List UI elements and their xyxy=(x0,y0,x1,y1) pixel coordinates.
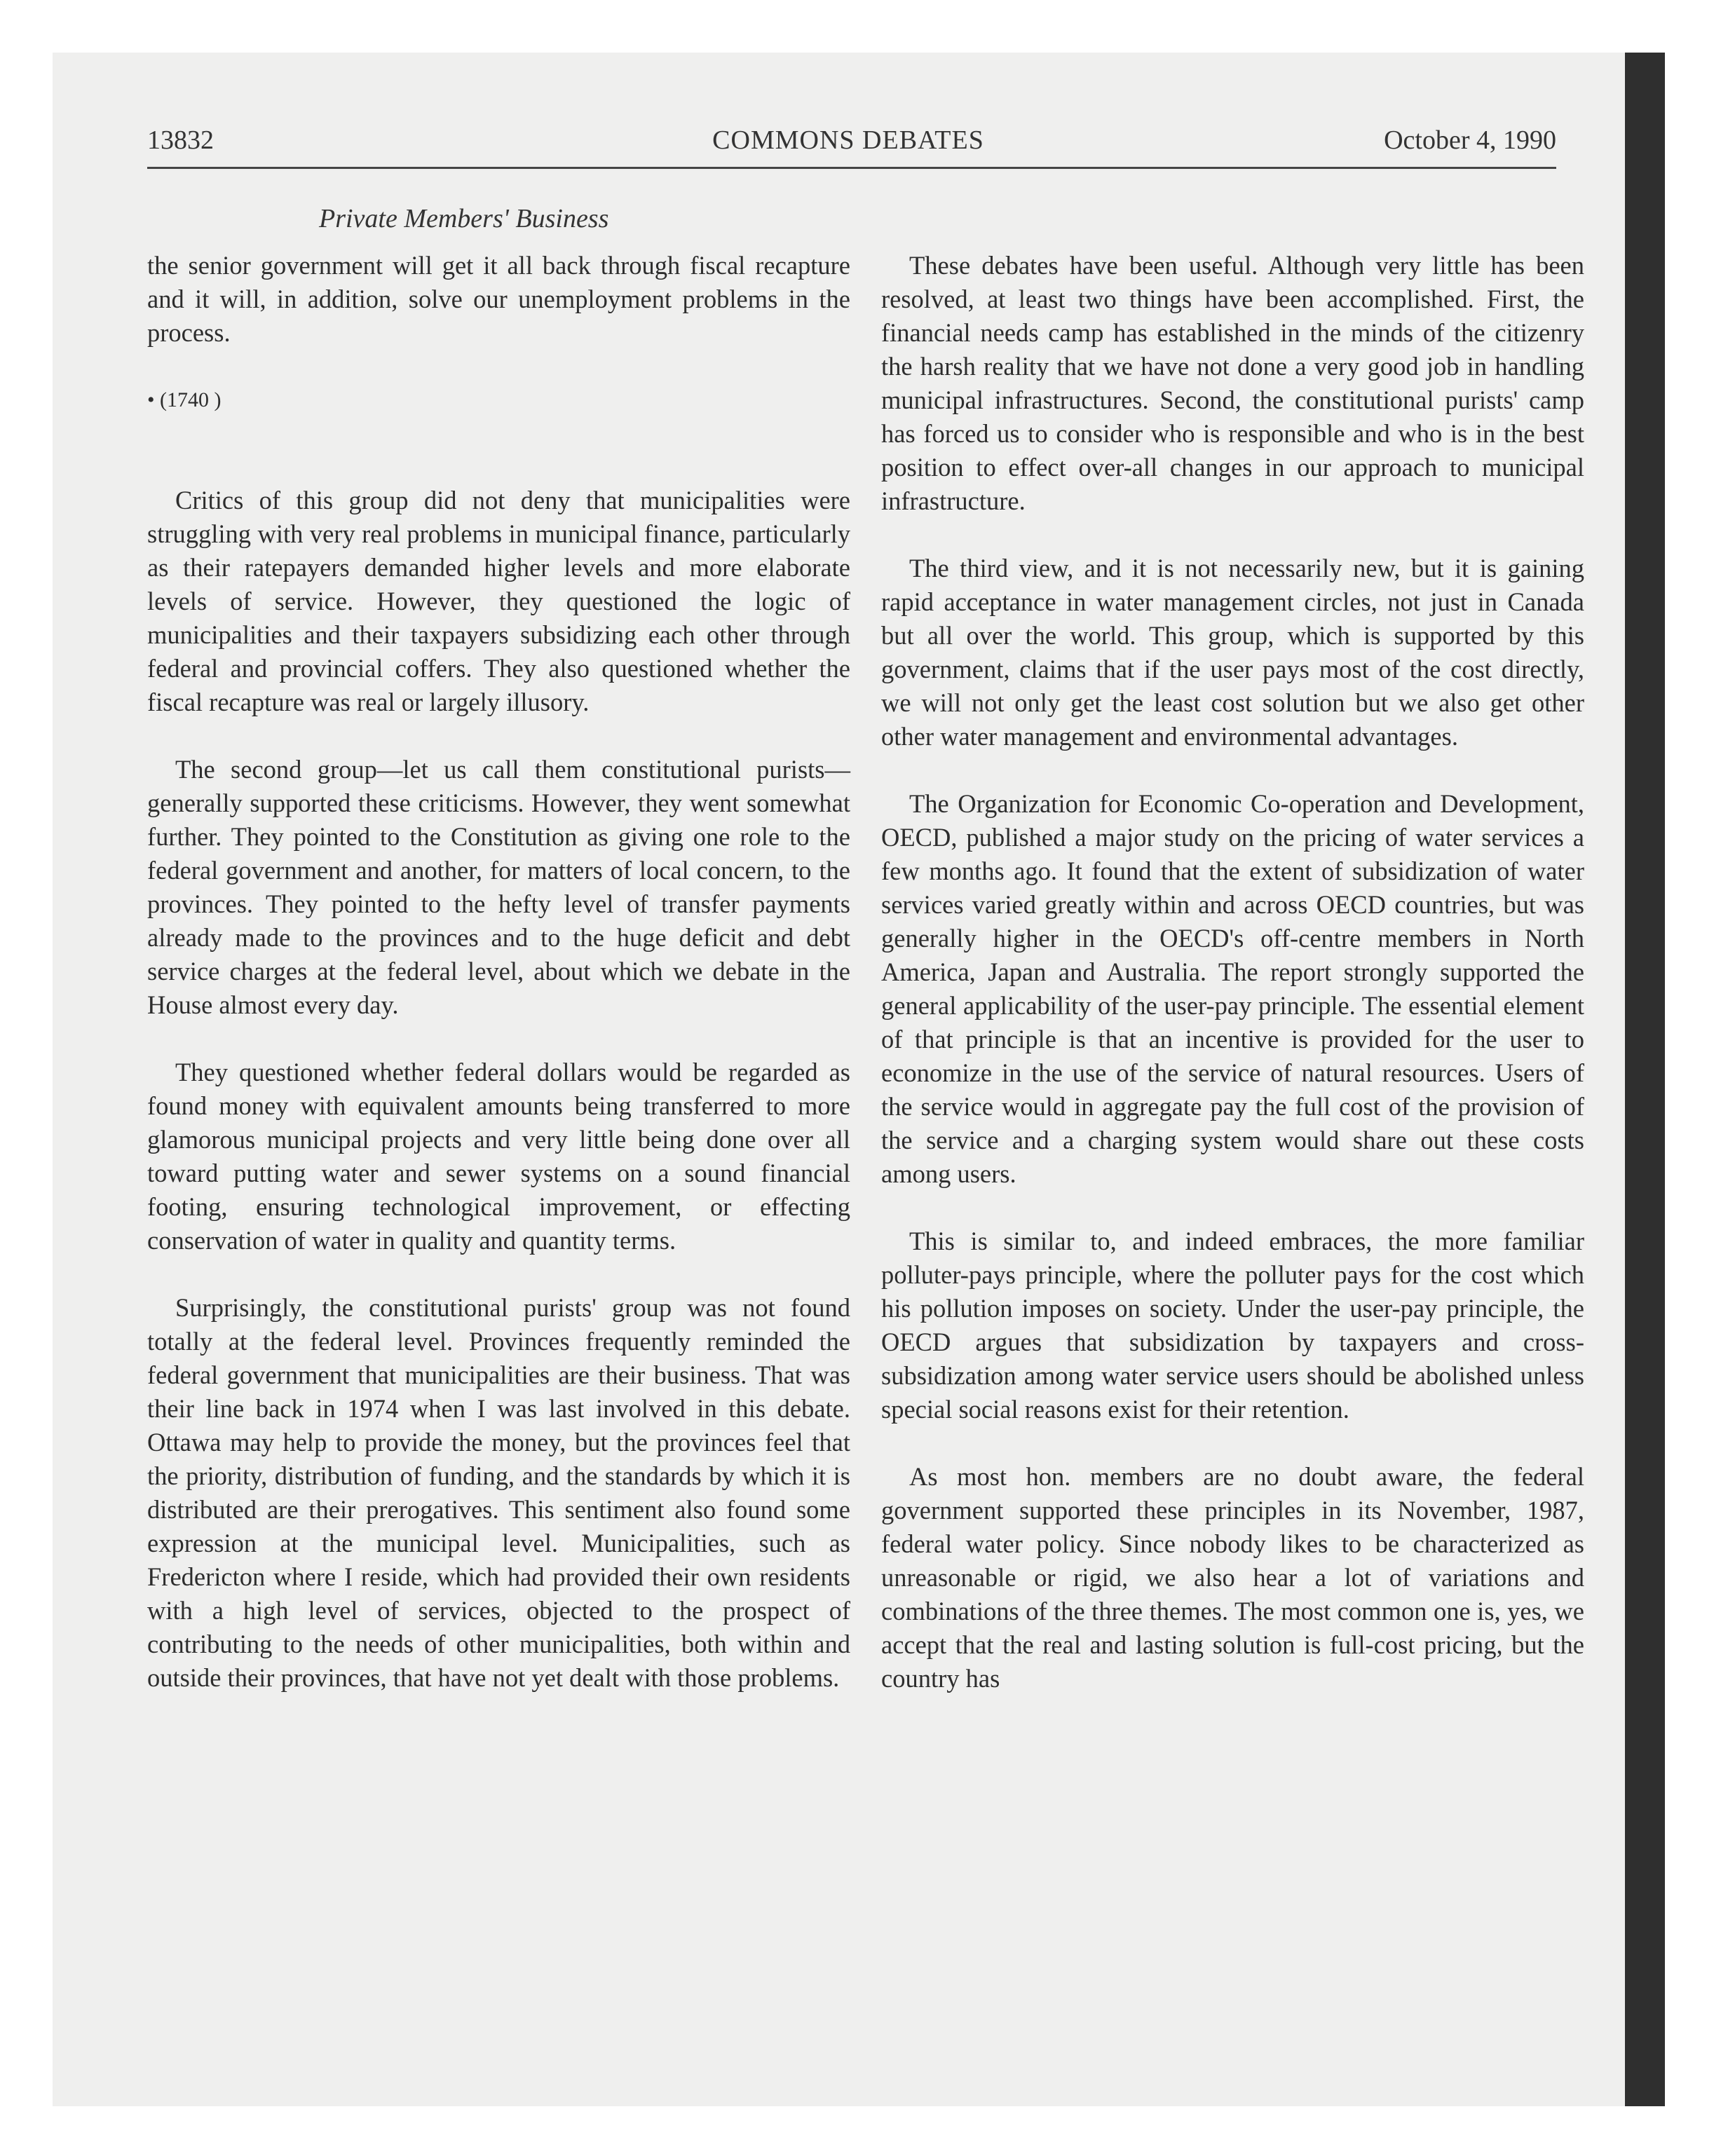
scan-edge-shadow xyxy=(1625,53,1665,2106)
page-number: 13832 xyxy=(147,125,214,155)
section-label: Private Members' Business xyxy=(319,204,609,233)
paragraph: These debates have been useful. Although very little has been resolved, at least two things have been accomplished. First, the financial needs camp has established in the minds of the citizenry the harsh reality that we have not done a very good job in handling municipal infrastructures. Second, the constitutional purists' camp has forced us to consider who is responsible and who is in the best position to effect over-all changes in our approach to municipal infrastructure. xyxy=(881,251,1584,515)
publication-date: October 4, 1990 xyxy=(1384,125,1556,155)
page-header xyxy=(147,125,1556,168)
paragraph: The third view, and it is not necessarily new, but it is gaining rapid acceptance in water management circles, not just in Canada but all over the world. This group, which is supported by this government, claims that if the user pays most of the cost directly, we will not only get the least cost solution but we also get other other water management and environmental advantages. xyxy=(881,554,1584,751)
right-column xyxy=(881,249,1584,1729)
left-column xyxy=(147,249,850,1728)
paragraph: They questioned whether federal dollars would be regarded as found money with equivalent amounts being transferred to more glamorous municipal projects and very little being done over all toward putting water and sewer systems on a sound financial footing, ensuring technological improvement, or effecting conservation of water in quality and quantity terms. xyxy=(147,1058,850,1255)
paragraph: As most hon. members are no doubt aware, the federal government supported these principles in its November, 1987, federal water policy. Since nobody likes to be characterized as unreasonable or rigid, we also hear a lot of variations and combinations of the three themes. The most common one is, yes, we accept that the real and lasting solution is full-cost pricing, but the country has xyxy=(881,1462,1584,1693)
paragraph: The second group—let us call them constitutional purists—generally supported these criticisms. However, they went somewhat further. They pointed to the Constitution as giving one role to the federal government and another, for matters of local concern, to the provinces. They pointed to the hefty level of transfer payments already made to the provinces and to the huge deficit and debt service charges at the federal level, about which we debate in the House almost every day. xyxy=(147,755,850,1019)
time-marker: • (1740 ) xyxy=(147,388,222,411)
header-rule xyxy=(147,167,1556,169)
paragraph: Critics of this group did not deny that municipalities were struggling with very real problems in municipal finance, particularly as their ratepayers demanded higher levels and more elaborate levels of service. However, they questioned the logic of municipalities and their taxpayers subsidizing each other through federal and provincial coffers. They also questioned whether the fiscal recapture was real or largely illusory. xyxy=(147,486,850,716)
paragraph: the senior government will get it all back through fiscal recapture and it will, in addition, solve our unemployment problems in the process. xyxy=(147,251,850,347)
paragraph: This is similar to, and indeed embraces, the more familiar polluter-pays principle, where the polluter pays for the cost which his pollution imposes on society. Under the user-pay principle, the OECD argues that subsidization by taxpayers and cross-subsidization among water service users should be abolished unless special social reasons exist for their retention. xyxy=(881,1227,1584,1424)
journal-title: COMMONS DEBATES xyxy=(712,125,984,155)
paragraph: The Organization for Economic Co-operation and Development, OECD, published a major study on the pricing of water services a few months ago. It found that the extent of subsidization of water services varied greatly within and across OECD countries, but was generally higher in the OECD's off-centre members in North America, Japan and Australia. The report strongly supported the general applicability of the user-pay principle. The essential element of that principle is that an incentive is provided for the user to economize in the use of the service of natural resources. Users of the service would in aggregate pay the full cost of the provision of the service and a charging system would share out these costs among users. xyxy=(881,789,1584,1188)
paragraph: Surprisingly, the constitutional purists' group was not found totally at the federal level. Provinces frequently reminded the federal government that municipalities are their business. That was their line back in 1974 when I was last involved in this debate. Ottawa may help to provide the money, but the provinces feel that the priority, distribution of funding, and the standards by which it is distributed are their prerogatives. This sentiment also found some expression at the municipal level. Municipalities, such as Fredericton where I reside, which had provided their own residents with a high level of services, objected to the prospect of contributing to the needs of other municipalities, both within and outside their provinces, that have not yet dealt with those problems. xyxy=(147,1293,850,1692)
